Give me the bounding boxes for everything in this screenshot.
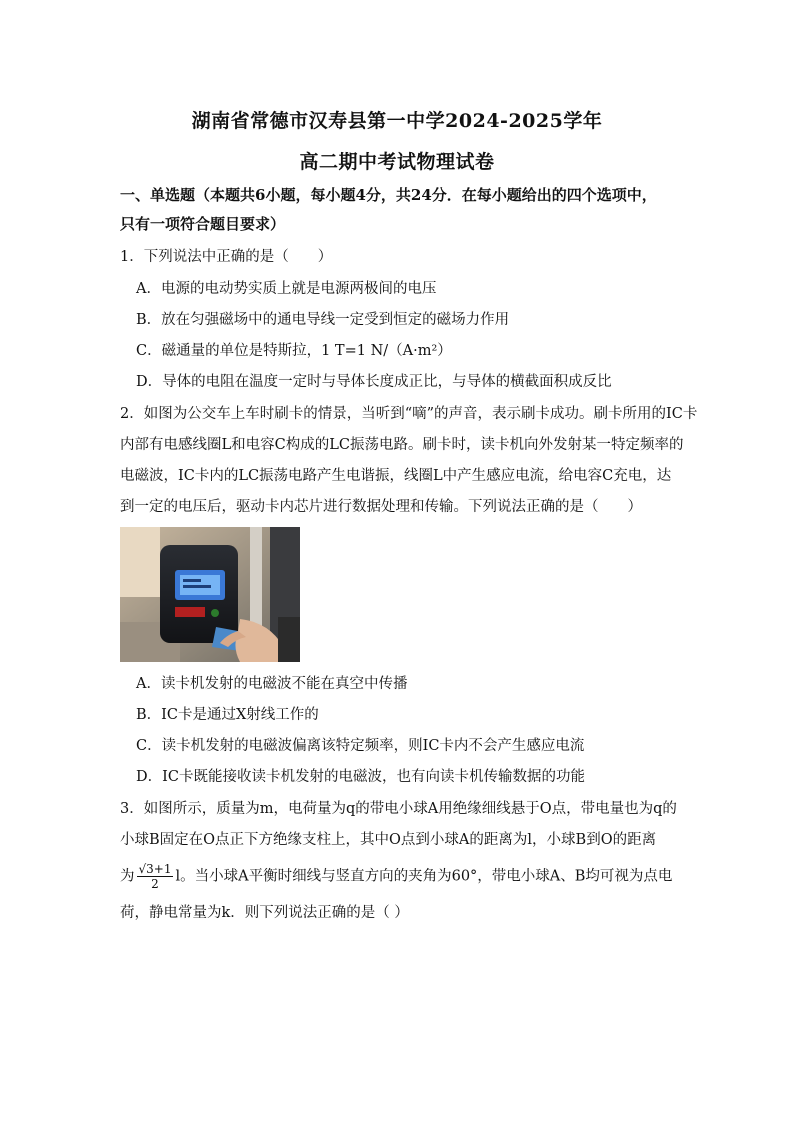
q2-option-c: C．读卡机发射的电磁波偏离该特定频率，则IC卡内不会产生感应电流 [136,738,585,754]
q2-option-d: D．IC卡既能接收读卡机发射的电磁波，也有向读卡机传输数据的功能 [136,769,585,785]
q2-option-b: B．IC卡是通过X射线工作的 [136,707,319,723]
q1-option-a: A．电源的电动势实质上就是电源两极间的电压 [136,281,437,297]
q3-stem-line4: 荷，静电常量为k．则下列说法正确的是（ ） [120,905,409,921]
q2-stem-line1: 2．如图为公交车上车时刷卡的情景，当听到“嘀”的声音，表示刷卡成功。刷卡所用的IC卡 [120,406,698,422]
q2-option-a: A．读卡机发射的电磁波不能在真空中传播 [136,676,408,692]
distance-fraction [137,862,174,891]
q2-stem-line2: 内部有电感线圈L和电容C构成的LC振荡电路。刷卡时，读卡机向外发射某一特定频率的 [120,437,684,453]
q3-stem-line3 [120,862,672,891]
fraction-numerator: √3+1 [138,862,172,876]
exam-title-line1: 湖南省常德市汉寿县第一中学2024-2025学年 [191,110,603,132]
q3-line3-prefix: 为 [120,868,135,885]
q2-stem-line3: 电磁波，IC卡内的LC振荡电路产生电谐振，线圈L中产生感应电流，给电容C充电，达 [120,468,672,484]
fraction-denominator: 2 [151,877,159,891]
q3-line3-suffix: l。当小球A平衡时细线与竖直方向的夹角为60°，带电小球A、B均可视为点电 [175,868,673,885]
q1-stem: 1．下列说法中正确的是（ ） [120,249,333,265]
q3-stem-line1: 3．如图所示，质量为m，电荷量为q的带电小球A用绝缘细线悬于O点，带电量也为q的 [120,801,677,817]
q1-option-d: D．导体的电阻在温度一定时与导体长度成正比，与导体的横截面积成反比 [136,374,612,390]
section-heading-cont: 只有一项符合题目要求） [120,215,286,233]
card-reader-photo [120,527,300,662]
exam-title-line2: 高二期中考试物理试卷 [299,151,495,173]
q1-option-c: C．磁通量的单位是特斯拉，1 T=1 N/（A·m²） [136,343,452,359]
q3-stem-line2: 小球B固定在O点正下方绝缘支柱上，其中O点到小球A的距离为l，小球B到O的距离 [120,832,657,848]
q2-stem-line4: 到一定的电压后，驱动卡内芯片进行数据处理和传输。下列说法正确的是（ ） [120,499,642,515]
q1-option-b: B．放在匀强磁场中的通电导线一定受到恒定的磁场力作用 [136,312,510,328]
section-heading: 一、单选题（本题共6小题，每小题4分，共24分．在每小题给出的四个选项中， [120,186,657,204]
